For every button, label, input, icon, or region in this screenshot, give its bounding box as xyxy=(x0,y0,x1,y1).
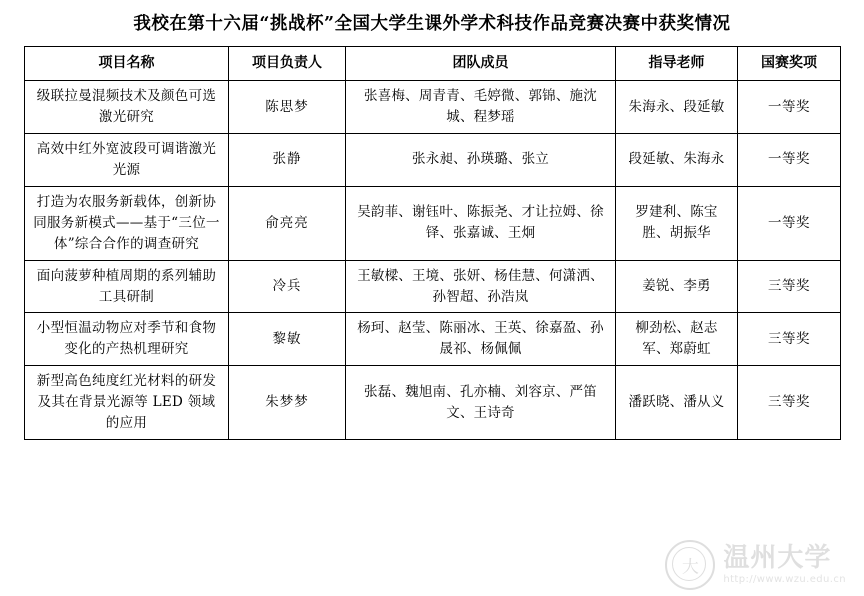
cell-award: 一等奖 xyxy=(738,186,841,260)
column-header-project-name: 项目名称 xyxy=(25,46,229,81)
cell-team-members: 张喜梅、周青青、毛婷微、郭锦、施沈城、程梦瑶 xyxy=(346,81,616,134)
cell-advisor: 柳劲松、赵志军、郑蔚虹 xyxy=(616,313,738,366)
cell-project-name: 小型恒温动物应对季节和食物变化的产热机理研究 xyxy=(25,313,229,366)
cell-project-name: 新型高色纯度红光材料的研发及其在背景光源等 LED 领域的应用 xyxy=(25,366,229,440)
cell-award: 一等奖 xyxy=(738,134,841,187)
cell-project-name: 面向菠萝种植周期的系列辅助工具研制 xyxy=(25,260,229,313)
table-row xyxy=(25,186,841,260)
cell-project-leader: 俞亮亮 xyxy=(229,186,346,260)
column-header-award: 国赛奖项 xyxy=(738,46,841,81)
cell-team-members: 张永昶、孙瑛璐、张立 xyxy=(346,134,616,187)
cell-award: 一等奖 xyxy=(738,81,841,134)
table-header-row xyxy=(25,46,841,81)
column-header-team-members: 团队成员 xyxy=(346,46,616,81)
watermark-text xyxy=(723,542,846,586)
watermark-university-name: 温州大学 xyxy=(723,542,832,573)
table-row xyxy=(25,81,841,134)
cell-advisor: 潘跃晓、潘从义 xyxy=(616,366,738,440)
cell-project-name: 高效中红外宽波段可调谐激光光源 xyxy=(25,134,229,187)
table-row xyxy=(25,366,841,440)
cell-award: 三等奖 xyxy=(738,260,841,313)
cell-advisor: 段延敏、朱海永 xyxy=(616,134,738,187)
page-title: 我校在第十六届“挑战杯”全国大学生课外学术科技作品竞赛决赛中获奖情况 xyxy=(133,14,731,34)
award-table xyxy=(24,46,841,441)
watermark-url: http://www.wzu.edu.cn xyxy=(723,574,846,586)
column-header-advisor: 指导老师 xyxy=(616,46,738,81)
table-row xyxy=(25,260,841,313)
cell-project-name: 级联拉曼混频技术及颜色可选激光研究 xyxy=(25,81,229,134)
cell-project-name: 打造为农服务新载体，创新协同服务新模式——基于“三位一体”综合合作的调查研究 xyxy=(25,186,229,260)
cell-project-leader: 黎敏 xyxy=(229,313,346,366)
cell-team-members: 杨珂、赵莹、陈丽冰、王英、徐嘉盈、孙晟祁、杨佩佩 xyxy=(346,313,616,366)
cell-project-leader: 张静 xyxy=(229,134,346,187)
table-row xyxy=(25,134,841,187)
cell-award: 三等奖 xyxy=(738,366,841,440)
cell-project-leader: 陈思梦 xyxy=(229,81,346,134)
seal-glyph: 大 xyxy=(681,557,699,578)
column-header-project-leader: 项目负责人 xyxy=(229,46,346,81)
cell-project-leader: 朱梦梦 xyxy=(229,366,346,440)
cell-project-leader: 冷兵 xyxy=(229,260,346,313)
cell-award: 三等奖 xyxy=(738,313,841,366)
cell-advisor: 罗建利、陈宝胜、胡振华 xyxy=(616,186,738,260)
cell-advisor: 姜锐、李勇 xyxy=(616,260,738,313)
cell-team-members: 吴韵菲、谢钰叶、陈振尧、才让拉姆、徐铎、张嘉诚、王炯 xyxy=(346,186,616,260)
table-body xyxy=(25,81,841,440)
table-row xyxy=(25,313,841,366)
cell-team-members: 张磊、魏旭南、孔亦楠、刘容京、严笛文、王诗奇 xyxy=(346,366,616,440)
watermark xyxy=(665,540,846,590)
university-seal-icon xyxy=(665,540,715,590)
cell-advisor: 朱海永、段延敏 xyxy=(616,81,738,134)
cell-team-members: 王敏樑、王境、张妍、杨佳慧、何潇洒、孙智超、孙浩岚 xyxy=(346,260,616,313)
table-header xyxy=(25,46,841,81)
